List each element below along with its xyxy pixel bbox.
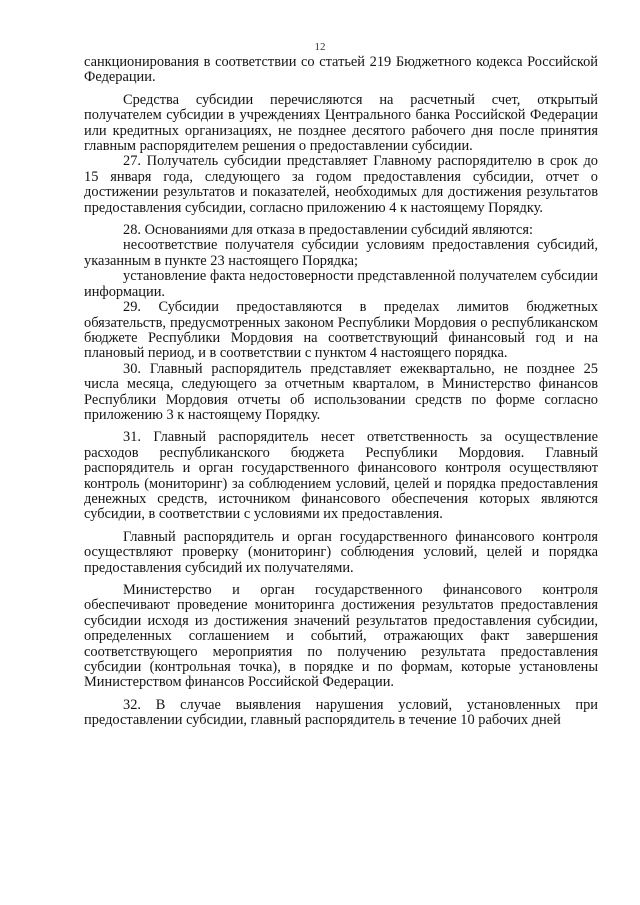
paragraph-31-monitoring: Министерство и орган государственного финансового контроля обеспечивают проведение мониторинга достижения результатов предоставления субсидии исходя из достижения значений результатов предоставления субсидии, определенных соглашением и событий, отражающих факт завершения соответствующего мероприятия по получению результата предоставления субсидии (контрольная точка), в порядке и по формам, которые установлены Министерством финансов Российской Федерации. xyxy=(84,582,598,691)
paragraph-30: 30. Главный распорядитель представляет ежеквартально, не позднее 25 числа месяца, следующего за отчетным кварталом, в Министерство финансов Республики Мордовия отчеты об использовании средств по форме согласно приложению 3 к настоящему Порядку. xyxy=(84,360,598,423)
paragraph-28: 28. Основаниями для отказа в предоставлении субсидий являются: xyxy=(123,222,533,239)
paragraph-28-item-1: несоответствие получателя субсидии условиям предоставления субсидий, указанным в пункте 23 настоящего Порядка; xyxy=(84,237,598,269)
paragraph-29: 29. Субсидии предоставляются в пределах лимитов бюджетных обязательств, предусмотренных законом Республики Мордовия о республиканском бюджете Республики Мордовия на соответствующий финансовый год и на плановый период, и в соответствии с пунктом 4 настоящего порядка. xyxy=(84,299,598,362)
page-number: 12 xyxy=(314,41,326,53)
paragraph-32: 32. В случае выявления нарушения условий, установленных при предоставлении субсидии, главный распорядитель в течение 10 рабочих дней xyxy=(84,696,598,729)
paragraph-31: 31. Главный распорядитель несет ответственность за осуществление расходов республиканского бюджета Республики Мордовия. Главный распорядитель и орган государственного финансового контроля осуществляют контроль (мониторинг) за соблюдением условий, целей и порядка предоставления денежных средств, источником финансового обеспечения которых являются субсидии, в соответствии с условиями их предоставления. xyxy=(84,429,598,523)
paragraph-28-item-2: установление факта недостоверности представленной получателем субсидии информации. xyxy=(84,268,598,300)
paragraph-subsidy-transfer: Средства субсидии перечисляются на расчетный счет, открытый получателем субсидии в учреждениях Центрального банка Российской Федерации или кредитных организациях, не позднее десятого рабочего дня после принятия главным распорядителем решения о предоставлении субсидии. xyxy=(84,91,598,155)
paragraph-27: 27. Получатель субсидии представляет Главному распорядителю в срок до 15 января года, следующего за годом предоставления субсидии, отчет о достижении результатов и показателей, необходимых для достижения результатов предоставления субсидии, согласно приложению 4 к настоящему Порядку. xyxy=(84,153,598,216)
paragraph-31-control: Главный распорядитель и орган государственного финансового контроля осуществляют проверку (мониторинг) соблюдения условий, целей и порядка предоставления субсидий их получателями. xyxy=(84,528,598,576)
document-body xyxy=(84,55,598,729)
paragraph-continuation: санкционирования в соответствии со статьей 219 Бюджетного кодекса Российской Федерации. xyxy=(84,54,598,86)
